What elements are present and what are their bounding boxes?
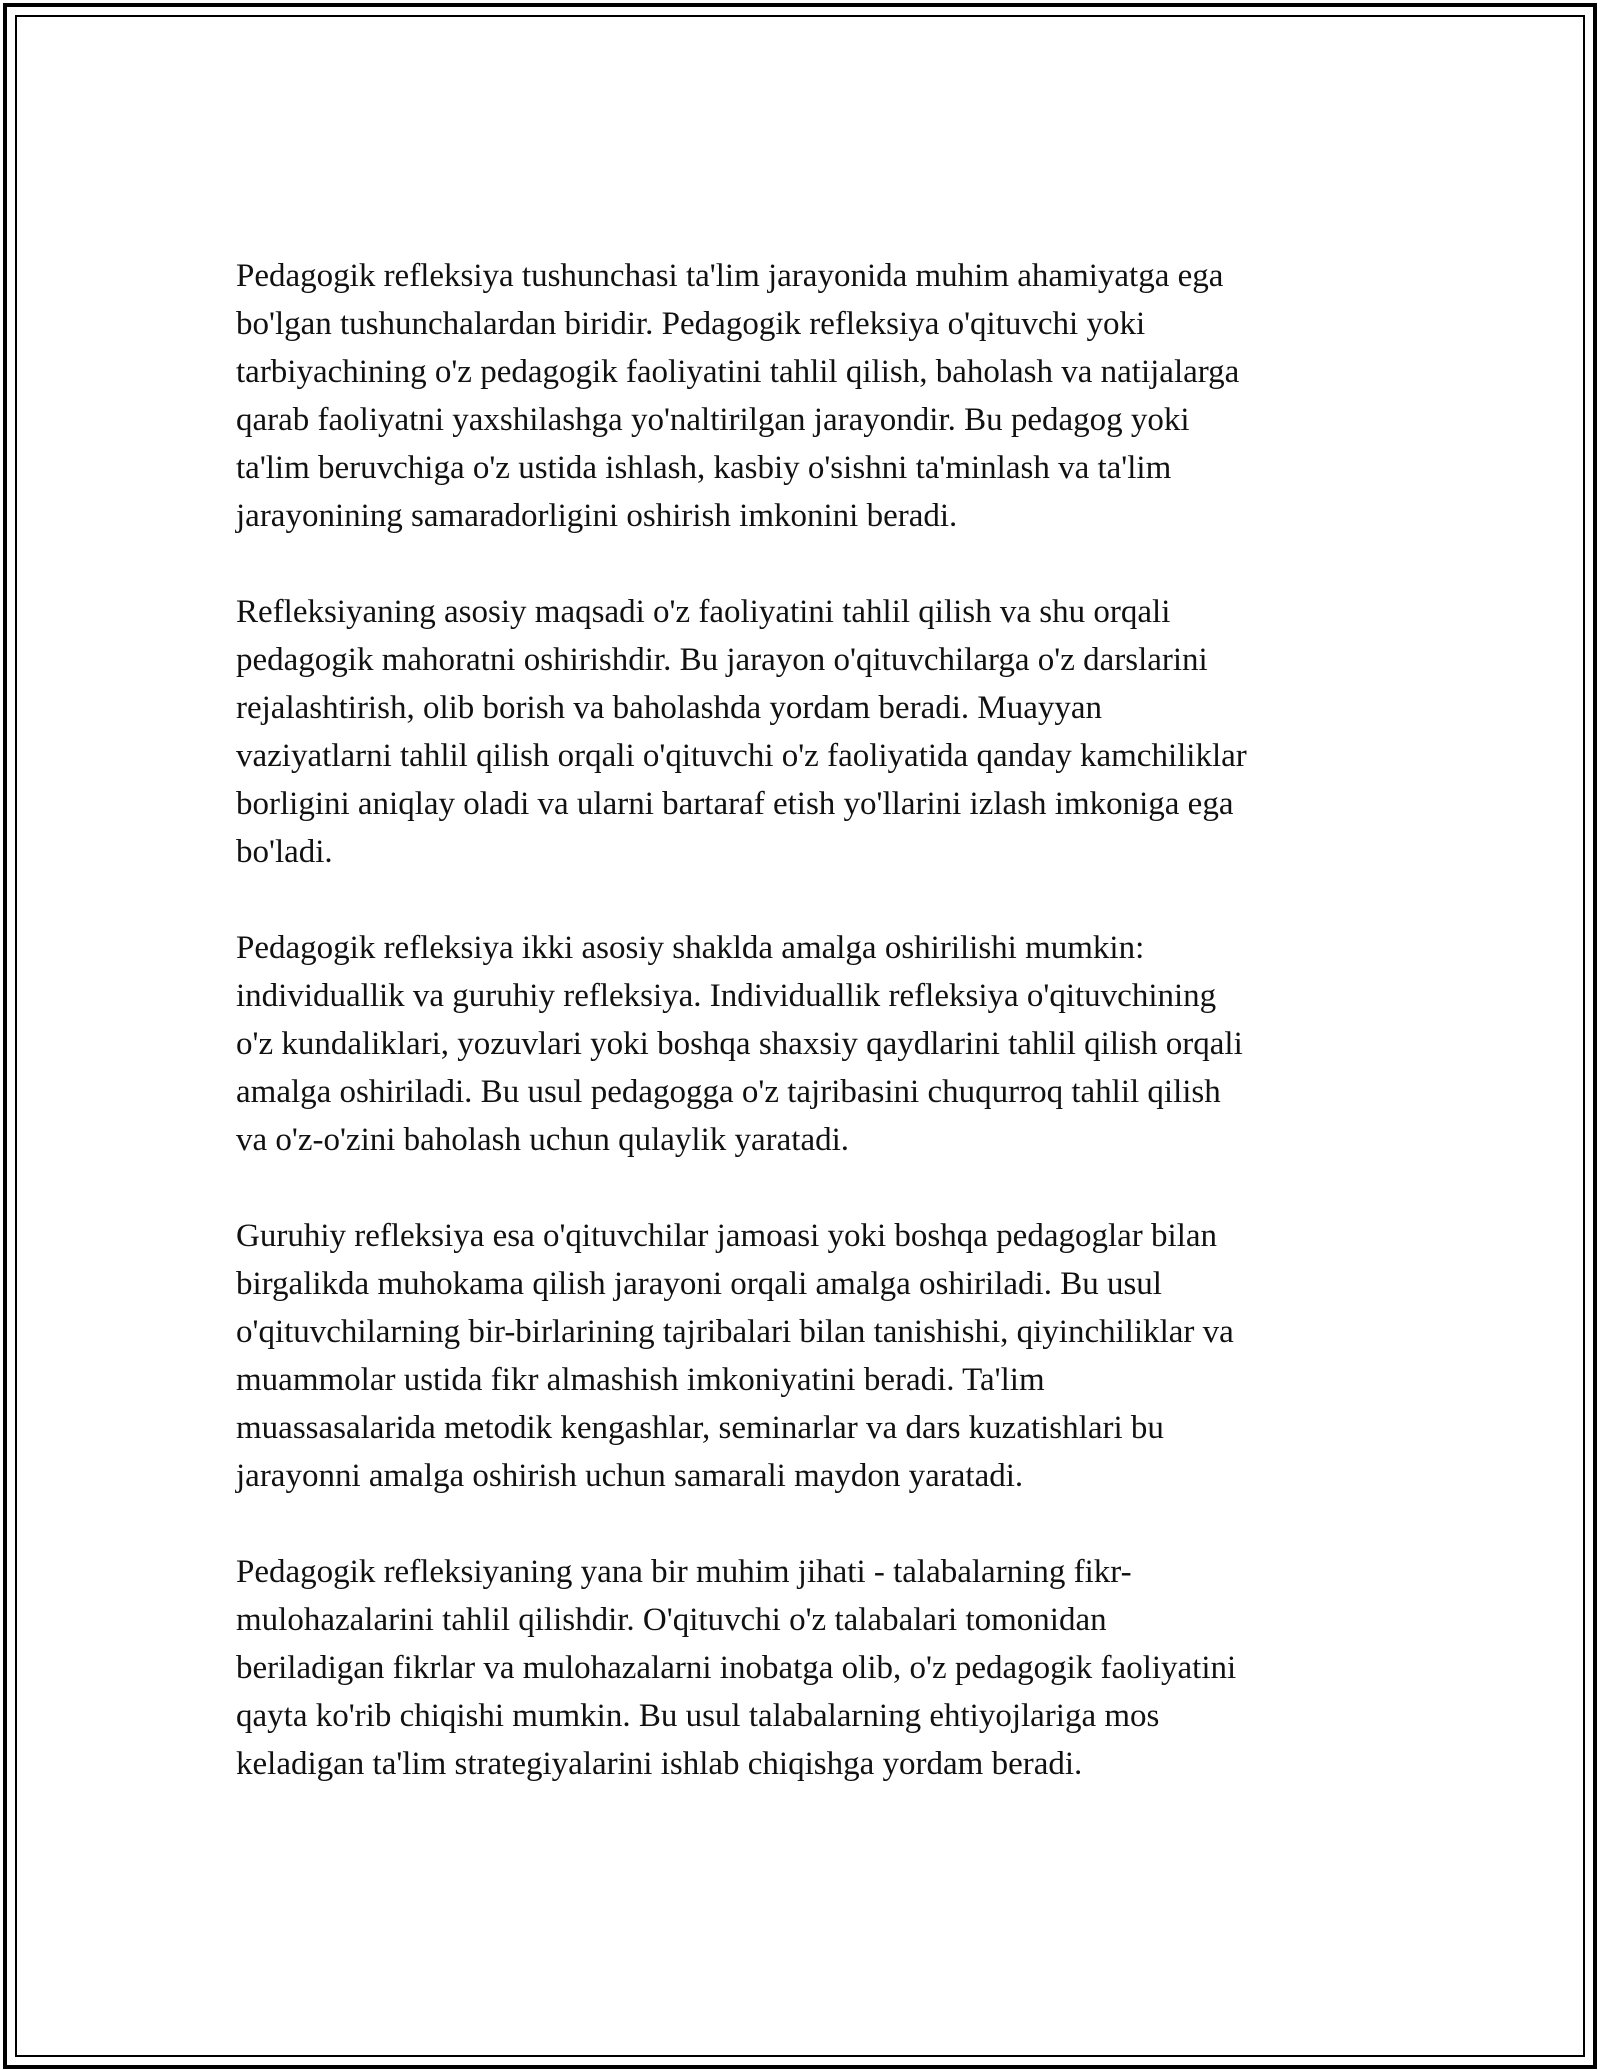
- paragraph-5: Pedagogik refleksiyaning yana bir muhim jihati - talabalarning fikr- mulohazalarini tahlil qilishdir. O'qituvchi o'z talabalari tomonidan beriladigan fikrlar va mulohazalarni inobatga olib, o'z pedagogik faoliyatini qayta ko'rib chiqishi mumkin. Bu usul talabalarning ehtiyojlariga mos keladigan ta'lim strategiyalarini ishlab chiqishga yordam beradi.: [236, 1554, 1237, 1782]
- document-body: [236, 252, 1364, 1788]
- paragraph-2: Refleksiyaning asosiy maqsadi o'z faoliyatini tahlil qilish va shu orqali pedagogik mahoratni oshirishdir. Bu jarayon o'qituvchilarga o'z darslarini rejalashtirish, olib borish va baholashda yordam beradi. Muayyan vaziyatlarni tahlil qilish orqali o'qituvchi o'z faoliyatida qanday kamchiliklar borligini aniqlay oladi va ularni bartaraf etish yo'llarini izlash imkoniga ega bo'ladi.: [236, 594, 1247, 870]
- paragraph-4: Guruhiy refleksiya esa o'qituvchilar jamoasi yoki boshqa pedagoglar bilan birgalikda muhokama qilish jarayoni orqali amalga oshiriladi. Bu usul o'qituvchilarning bir-birlarining tajribalari bilan tanishishi, qiyinchiliklar va muammolar ustida fikr almashish imkoniyatini beradi. Ta'lim muassasalarida metodik kengashlar, seminarlar va dars kuzatishlari bu jarayonni amalga oshirish uchun samarali maydon yaratadi.: [236, 1218, 1234, 1494]
- paragraph-1: Pedagogik refleksiya tushunchasi ta'lim jarayonida muhim ahamiyatga ega bo'lgan tushunchalardan biridir. Pedagogik refleksiya o'qituvchi yoki tarbiyachining o'z pedagogik faoliyatini tahlil qilish, baholash va natijalarga qarab faoliyatni yaxshilashga yo'naltirilgan jarayondir. Bu pedagog yoki ta'lim beruvchiga o'z ustida ishlash, kasbiy o'sishni ta'minlash va ta'lim jarayonining samaradorligini oshirish imkonini beradi.: [236, 258, 1240, 534]
- paragraph-3: Pedagogik refleksiya ikki asosiy shaklda amalga oshirilishi mumkin: individuallik va guruhiy refleksiya. Individuallik refleksiya o'qituvchining o'z kundaliklari, yozuvlari yoki boshqa shaxsiy qaydlarini tahlil qilish orqali amalga oshiriladi. Bu usul pedagogga o'z tajribasini chuqurroq tahlil qilish va o'z-o'zini baholash uchun qulaylik yaratadi.: [236, 930, 1243, 1158]
